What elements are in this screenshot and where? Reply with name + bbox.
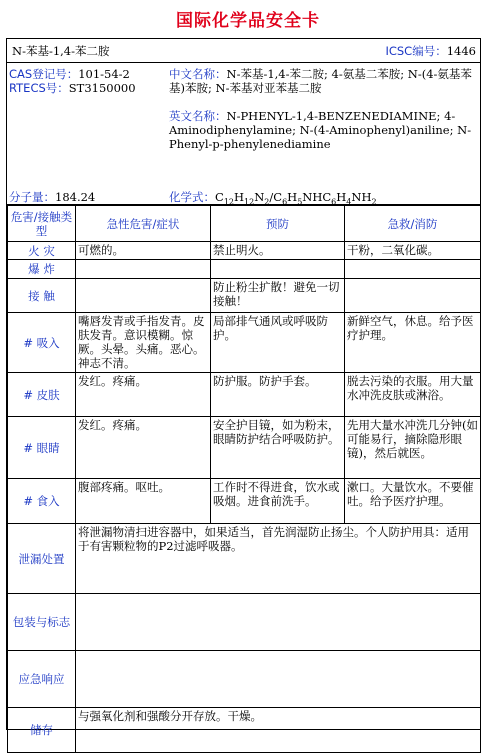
hazard-table bbox=[7, 205, 481, 753]
row-symptom: 发红。疼痛。 bbox=[76, 417, 211, 479]
rtecs-row bbox=[9, 81, 164, 95]
row-aid bbox=[345, 279, 481, 313]
row-type: 火 灾 bbox=[8, 242, 76, 260]
header-prevention: 预防 bbox=[211, 206, 345, 242]
cas-value: 101-54-2 bbox=[78, 67, 130, 81]
row-aid bbox=[345, 260, 481, 279]
row-prevention: 局部排气通风或呼吸防护。 bbox=[211, 313, 345, 373]
molecular-weight bbox=[9, 190, 95, 204]
row-type: # 眼睛 bbox=[8, 417, 76, 479]
section-row bbox=[8, 708, 481, 753]
header-aid: 急救/消防 bbox=[345, 206, 481, 242]
row-symptom bbox=[76, 260, 211, 279]
icsc-label: ICSC编号： bbox=[385, 44, 447, 58]
row-symptom bbox=[76, 279, 211, 313]
rtecs-value: ST3150000 bbox=[68, 81, 136, 95]
table-row bbox=[8, 279, 481, 313]
section-text-emergency bbox=[76, 651, 481, 708]
row-type: # 食入 bbox=[8, 479, 76, 524]
table-row bbox=[8, 242, 481, 260]
row-type: 爆 炸 bbox=[8, 260, 76, 279]
row-type: # 吸入 bbox=[8, 313, 76, 373]
row-prevention: 禁止明火。 bbox=[211, 242, 345, 260]
section-row bbox=[8, 524, 481, 594]
formula-label: 化学式： bbox=[169, 190, 215, 204]
table-header-row bbox=[8, 206, 481, 242]
rtecs-label: RTECS号： bbox=[9, 81, 69, 95]
en-names bbox=[169, 109, 475, 151]
mw-value: 184.24 bbox=[55, 190, 96, 204]
row-aid: 干粉，二氧化碳。 bbox=[345, 242, 481, 260]
row-aid: 脱去污染的衣服。用大量水冲洗皮肤或淋浴。 bbox=[345, 373, 481, 417]
section-row bbox=[8, 594, 481, 651]
row-symptom: 腹部疼痛。呕吐。 bbox=[76, 479, 211, 524]
registry-column bbox=[9, 67, 164, 95]
row-aid: 漱口。大量饮水。不要催吐。给予医疗护理。 bbox=[345, 479, 481, 524]
en-label: 英文名称： bbox=[169, 109, 227, 123]
mw-label: 分子量： bbox=[9, 190, 55, 204]
cn-names bbox=[169, 67, 475, 95]
header-type: 危害/接触类型 bbox=[8, 206, 76, 242]
section-text-packaging bbox=[76, 594, 481, 651]
cn-label: 中文名称： bbox=[169, 67, 227, 81]
cn-value: N-苯基-1,4-苯二胺; 4-氨基二苯胺; N-(4-氨基苯基)苯胺; N-苯基对亚苯基二胺 bbox=[169, 67, 472, 95]
table-row bbox=[8, 313, 481, 373]
identifiers-section bbox=[7, 63, 480, 205]
row-symptom: 发红。疼痛。 bbox=[76, 373, 211, 417]
row-prevention: 工作时不得进食，饮水或吸烟。进食前洗手。 bbox=[211, 479, 345, 524]
table-row bbox=[8, 417, 481, 479]
page-title: 国际化学品安全卡 bbox=[176, 11, 320, 31]
en-value: N-PHENYL-1,4-BENZENEDIAMINE; 4-Aminodiphenylamine; N-(4-Aminophenyl)aniline; N-Phenyl-p-phenylenediamine bbox=[169, 109, 472, 151]
table-row bbox=[8, 373, 481, 417]
cas-label: CAS登记号： bbox=[9, 67, 79, 81]
cas-row bbox=[9, 67, 164, 81]
section-text-spill: 将泄漏物清扫进容器中，如果适当，首先润湿防止扬尘。个人防护用具：适用于有害颗粒物的P2过滤呼吸器。 bbox=[76, 524, 481, 594]
row-aid: 先用大量水冲洗几分钟(如可能易行，摘除隐形眼镜)，然后就医。 bbox=[345, 417, 481, 479]
header-symptom: 急性危害/症状 bbox=[76, 206, 211, 242]
section-row bbox=[8, 651, 481, 708]
table-row bbox=[8, 260, 481, 279]
chemical-name: N-苯基-1,4-苯二胺 bbox=[12, 44, 110, 58]
section-text-storage: 与强氧化剂和强酸分开存放。干燥。 bbox=[76, 708, 481, 753]
row-symptom: 嘴唇发青或手指发青。皮肤发青。意识模糊。惊厥。头晕。头痛。恶心。神志不清。 bbox=[76, 313, 211, 373]
section-label-packaging: 包装与标志 bbox=[8, 594, 76, 651]
names-column bbox=[169, 67, 475, 151]
row-prevention: 防护服。防护手套。 bbox=[211, 373, 345, 417]
section-label-emergency: 应急响应 bbox=[8, 651, 76, 708]
row-symptom: 可燃的。 bbox=[76, 242, 211, 260]
row-prevention bbox=[211, 260, 345, 279]
row-type: 接 触 bbox=[8, 279, 76, 313]
row-prevention: 安全护目镜，如为粉末，眼睛防护结合呼吸防护。 bbox=[211, 417, 345, 479]
icsc-number bbox=[385, 43, 476, 59]
row-aid: 新鲜空气，休息。给予医疗护理。 bbox=[345, 313, 481, 373]
section-label-spill: 泄漏处置 bbox=[8, 524, 76, 594]
row-prevention: 防止粉尘扩散！避免一切接触！ bbox=[211, 279, 345, 313]
safety-card bbox=[6, 38, 481, 737]
section-label-storage: 储存 bbox=[8, 708, 76, 753]
icsc-value: 1446 bbox=[446, 44, 476, 58]
row-type: # 皮肤 bbox=[8, 373, 76, 417]
formula-value: $C_{12}H_{12}N_2/C_6H_5NHC_6H_4NH_2$ bbox=[215, 190, 377, 207]
name-row bbox=[7, 39, 480, 63]
table-row bbox=[8, 479, 481, 524]
